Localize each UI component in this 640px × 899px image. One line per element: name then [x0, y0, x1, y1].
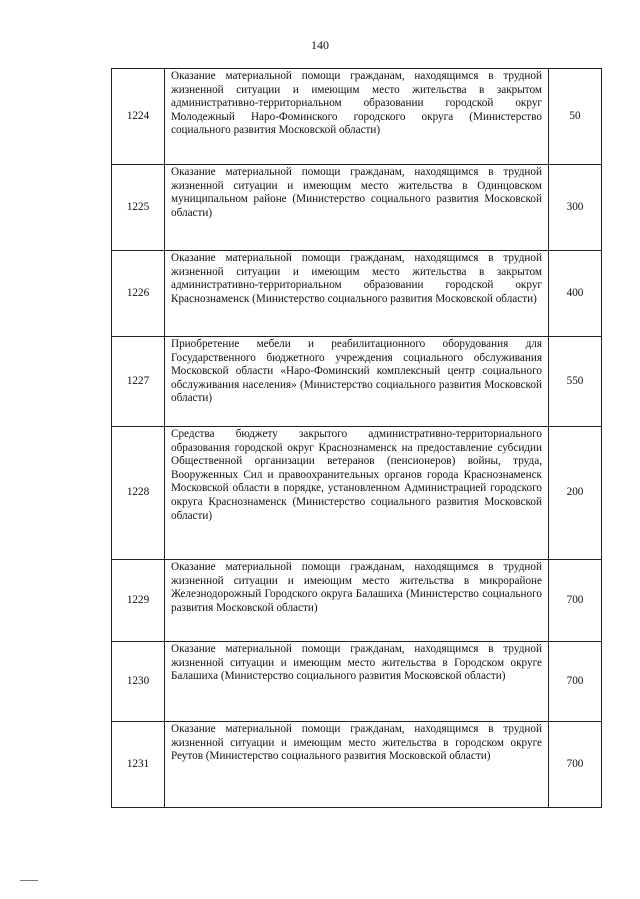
row-description	[165, 427, 549, 560]
row-description	[165, 642, 549, 722]
row-description	[165, 337, 549, 427]
row-number: 1230	[112, 642, 165, 722]
row-number: 1224	[112, 69, 165, 165]
row-number: 1227	[112, 337, 165, 427]
row-description-text: Средства бюджету закрытого административно-территориального образования городской округ Краснознаменск на предоставление субсидии Общественной организации ветеранов (пенсионеров) войны, труда, Вооруженных Сил и правоохранительных органов города Краснознаменск Московской области в порядке, установленном Администрацией городского округа Краснознаменск (Министерство социального развития Московской области)	[171, 428, 542, 522]
row-description-text: Оказание материальной помощи гражданам, находящимся в трудной жизненной ситуации и имеющим место жительства в микрорайоне Железнодорожный Городского округа Балашиха (Министерство социального развития Московской области)	[171, 561, 542, 614]
table-row	[112, 69, 602, 165]
table-row	[112, 337, 602, 427]
row-number: 1228	[112, 427, 165, 560]
row-amount: 550	[549, 337, 602, 427]
row-description	[165, 722, 549, 808]
table-row	[112, 560, 602, 642]
row-amount: 300	[549, 165, 602, 251]
row-number: 1231	[112, 722, 165, 808]
row-description-text: Оказание материальной помощи гражданам, находящимся в трудной жизненной ситуации и имеющим место жительства в Одинцовском муниципальном районе (Министерство социального развития Московской области)	[171, 166, 542, 219]
table-row	[112, 165, 602, 251]
row-description-text: Оказание материальной помощи гражданам, находящимся в трудной жизненной ситуации и имеющим место жительства в закрытом административно-территориальном образовании городской округ Краснознаменск (Министерство социального развития Московской области)	[171, 252, 542, 305]
page-number: 140	[311, 38, 329, 52]
row-description-text: Оказание материальной помощи гражданам, находящимся в трудной жизненной ситуации и имеющим место жительства в Городском округе Балашиха (Министерство социального развития Московской области)	[171, 643, 542, 683]
table-row	[112, 427, 602, 560]
row-amount: 50	[549, 69, 602, 165]
row-description	[165, 251, 549, 337]
row-amount: 400	[549, 251, 602, 337]
row-description	[165, 69, 549, 165]
row-number: 1225	[112, 165, 165, 251]
row-description-text: Приобретение мебели и реабилитационного оборудования для Государственного бюджетного учреждения социального обслуживания Московской области «Наро-Фоминский комплексный центр социального обслуживания населения» (Министерство социального развития Московской области)	[171, 338, 542, 405]
row-description-text: Оказание материальной помощи гражданам, находящимся в трудной жизненной ситуации и имеющим место жительства в закрытом административно-территориальном образовании городской округ Молодежный Наро-Фоминского городского округа (Министерство социального развития Московской области)	[171, 70, 542, 137]
scan-margin-mark	[20, 880, 38, 881]
expenditure-table	[111, 68, 602, 808]
row-description	[165, 165, 549, 251]
table-row	[112, 642, 602, 722]
row-amount: 200	[549, 427, 602, 560]
row-amount: 700	[549, 642, 602, 722]
row-amount: 700	[549, 560, 602, 642]
table-row	[112, 251, 602, 337]
table-row	[112, 722, 602, 808]
row-number: 1226	[112, 251, 165, 337]
row-description	[165, 560, 549, 642]
row-description-text: Оказание материальной помощи гражданам, находящимся в трудной жизненной ситуации и имеющим место жительства в городском округе Реутов (Министерство социального развития Московской области)	[171, 723, 542, 763]
row-number: 1229	[112, 560, 165, 642]
row-amount: 700	[549, 722, 602, 808]
